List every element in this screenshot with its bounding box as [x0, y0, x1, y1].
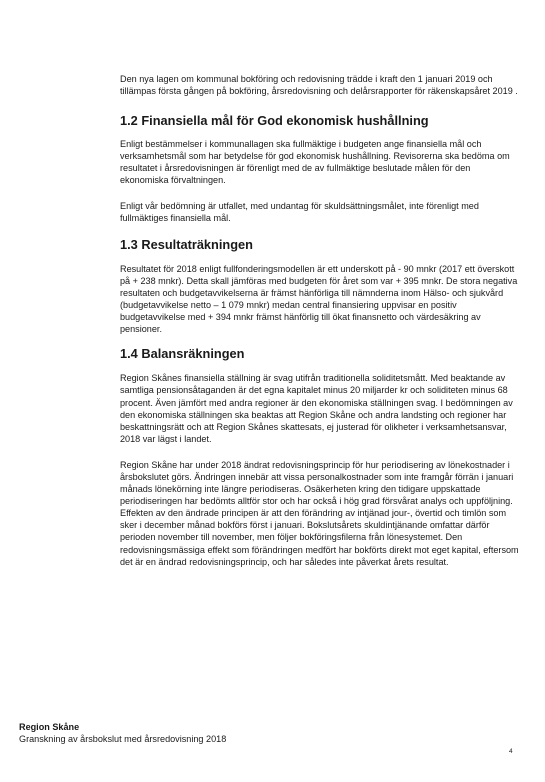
section-heading-income-statement: 1.3 Resultaträkningen: [120, 236, 253, 252]
page-footer: [19, 722, 226, 745]
page-number: 4: [509, 748, 513, 755]
income-statement-paragraph: Resultatet för 2018 enligt fullfonderingsmodellen är ett underskott på - 90 mnkr (2017 ett överskott på + 238 mnkr). Detta skall jämföras med budgeten för året som var + 395 mnkr. De stora negativa resultaten och budgetavvikelserna är främst hänförliga till nämnderna inom Hälso- och sjukvård (budgetavvikelse netto – 1 079 mnkr) medan central finansiering uppvisar en positiv budgetavvikelse med + 394 mnkr främst hänförlig till ökat finansnetto och värdesäkring av pensioner.: [120, 263, 518, 335]
footer-subtitle: Granskning av årsbokslut med årsredovisning 2018: [19, 733, 227, 744]
page-body: [120, 73, 520, 568]
balance-sheet-paragraph-1: Region Skånes finansiella ställning är svag utifrån traditionella soliditetsmått. Med beaktande av samtliga pensionsåtaganden är det egna kapitalet minus 20 miljarder kr och soliditeten minus 68 procent. Även jämfört med andra regioner är den ekonomiska ställningen svag. I bedömningen av den ekonomiska ställningen ska beaktas att Region Skåne och andra landsting och regioner har beskattningsrätt och att Region Skånes skattesats, ej justerad för olikheter i verksamhetsansvar, 2018 var lägst i landet.: [120, 373, 513, 444]
balance-sheet-paragraph-2: Region Skåne har under 2018 ändrat redovisningsprincip för hur periodisering av lönekostnader i årsbokslutet görs. Ändringen innebär att vissa personalkostnader som inte framgår förrän i januari månads lönekörning inte längre periodiseras. Osäkerheten kring den tidigare uppskattade periodiseringen har bedömts alltför stor och har också i hög grad försvårat analys och uppföljning. Effekten av den ändrade principen är att den förändring av intjänad jour-, övertid och timlön som sker i december månad bokförs först i januari. Bokslutsårets skuldintjänande omfattar därför perioden november till november, men följer bokföringsfilerna från lönesystemet. Den redovisningsmässiga effekt som förändringen medfört har bokförts direkt mot eget kapital, eftersom det är en ändrad redovisningsprincip, och har således inte påverkat årets resultat.: [120, 459, 519, 567]
financial-goals-paragraph-2: Enligt vår bedömning är utfallet, med undantag för skuldsättningsmålet, inte förenligt med fullmäktiges finansiella mål.: [120, 200, 479, 223]
footer-organization: Region Skåne: [19, 722, 80, 732]
financial-goals-paragraph-1: Enligt bestämmelser i kommunallagen ska fullmäktige i budgeten ange finansiella mål och verksamhetsmål som har betydelse för god ekonomisk hushållning. Revisorerna ska bedöma om resultatet i årsredovisningen är förenligt med de av fullmäktige beslutade målen för den ekonomiska förvaltningen.: [120, 139, 510, 186]
section-heading-balance-sheet: 1.4 Balansräkningen: [120, 346, 245, 362]
intro-paragraph: Den nya lagen om kommunal bokföring och redovisning trädde i kraft den 1 januari 2019 och tillämpas första gången på bokföring, årsredovisning och delårsrapporter för räkenskapsåret 2019 .: [120, 74, 518, 97]
section-heading-financial-goals: 1.2 Finansiella mål för God ekonomisk hushållning: [120, 113, 429, 129]
